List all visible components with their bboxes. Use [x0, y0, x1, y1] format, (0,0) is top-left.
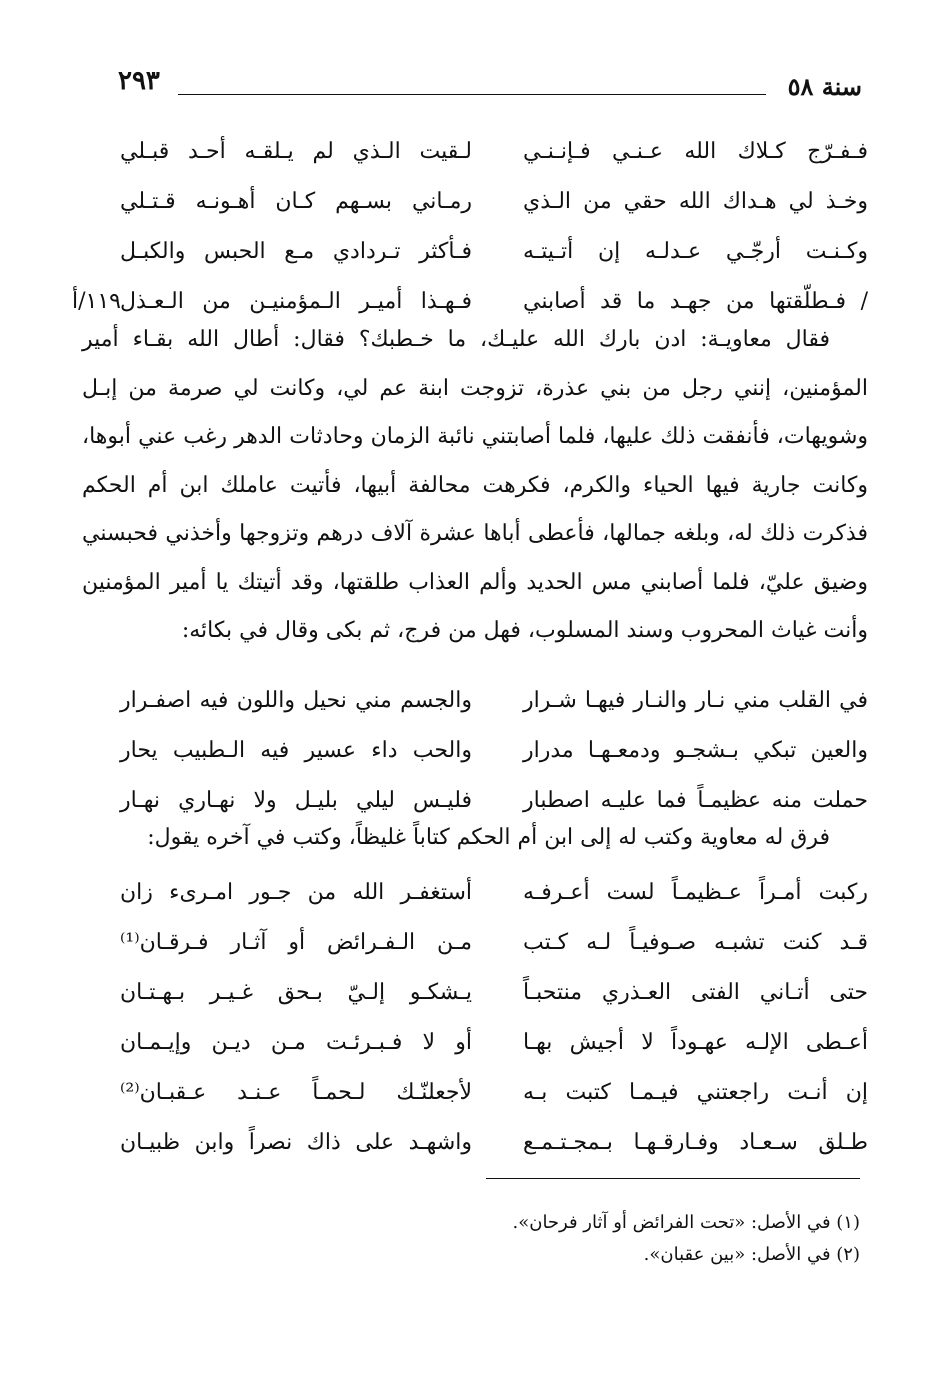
- verse-line: [118, 726, 868, 776]
- manuscript-folio-marker: ١١٩/أ: [72, 289, 121, 314]
- verse-hemistich-left: يـشكـو إلـيّ بـحق غـيـر بـهـتـان: [120, 980, 472, 1005]
- verse-hemistich-right: وكـنـت أرجّـي عـدلـه إن أتـيتـه: [523, 239, 868, 264]
- verse-line: [118, 177, 868, 227]
- verse-line: [118, 918, 868, 968]
- page-number: ٢٩٣: [118, 66, 160, 96]
- verse-line: [118, 1118, 868, 1168]
- running-header-year: سنة ٥٨: [787, 72, 862, 101]
- verse-hemistich-left: فـأكثر تـردادي مـع الحبس والكبـل: [120, 239, 472, 264]
- verse-hemistich-right: / فـطلّقتها من جهـد ما قد أصابني: [523, 289, 868, 314]
- verse-hemistich-left: فليـس ليلي بليـل ولا نهـاري نهـار: [120, 788, 472, 813]
- footnote-1: (١) في الأصل: «تحت الفرائض أو آثار فرحان».: [512, 1212, 860, 1233]
- verse-hemistich-left: واشهـد على ذاك نصراً وابن ظبيـان: [120, 1130, 472, 1155]
- verse-hemistich-right: قـد كنت تشبـه صـوفيـاً لـه كـتب: [523, 930, 868, 955]
- verse-hemistich-right: ركبت أمـراً عـظيمـاً لست أعـرفـه: [523, 880, 868, 905]
- verse-line: [118, 968, 868, 1018]
- verse-hemistich-right: حتى أتـاني الفتى العـذري منتحبـاً: [523, 980, 868, 1005]
- narrative-text: فقال معاويـة: ادن بارك الله عليـك، ما خـطبك؟ فقال: أطال الله بقـاء أمير المؤمنين، إنني رجل من بني عذرة، تزوجت ابنة عم لي، وكانت لي صرمة من إبـل وشويهات، فأنفقت ذلك عليها، فلما أصابتني نائبة الزمان وحادثات الدهر رغب عني أبوها، وكانت جارية فيها الحياء والكرم، فكرهت محالفة أبيها، فأتيت عاملك ابن أم الحكم فذكرت ذلك له، وبلغه جمالها، فأعطى أباها عشرة آلاف درهم وتزوجها وأخذني فحبسني وضيق عليّ، فلما أصابني مس الحديد وألم العذاب طلقتها، وقد أتيتك يا أمير المؤمنين وأنت غياث المحروب وسند المسلوب، فهل من فرج، ثم بكى وقال في بكائه:: [82, 327, 868, 643]
- verse-hemistich-left: والجسم مني نحيل واللون فيه اصفـرار: [120, 688, 472, 713]
- verse-line: [118, 1068, 868, 1118]
- footnote-2: (٢) في الأصل: «بين عقبان».: [643, 1244, 860, 1265]
- verse-line: [118, 676, 868, 726]
- header-rule: [178, 94, 766, 95]
- verse-hemistich-left: أستغفـر الله من جـور امـرىء زان: [120, 880, 472, 905]
- narrative-line: فرق له معاوية وكتب له إلى ابن أم الحكم كتاباً غليظاً، وكتب في آخره يقول:: [147, 825, 830, 850]
- verse-hemistich-right: وخـذ لي هـداك الله حقي من الـذي: [523, 189, 868, 214]
- verse-hemistich-right: حملت منه عظيمـاً فما عليـه اصطبار: [523, 788, 868, 813]
- poem-2: [118, 676, 868, 826]
- verse-hemistich-left: رمـاني بسـهم كـان أهـونـه قـتـلي: [120, 189, 472, 214]
- verse-hemistich-right: فـفـرّج كـلاك الله عـنـي فـإنـنـي: [523, 139, 868, 164]
- verse-hemistich-left: والحب داء عسير فيه الـطبيب يحار: [120, 738, 472, 763]
- poem-1: [72, 127, 868, 327]
- footnote-rule: [486, 1178, 860, 1179]
- verse-hemistich-left: أو لا فـبـرئـت مـن ديـن وإيـمـان: [120, 1030, 472, 1055]
- verse-line: [118, 227, 868, 277]
- prose-paragraph: [82, 316, 868, 656]
- poem-3: [118, 868, 868, 1168]
- verse-hemistich-right: إن أنـت راجعتني فيـمـا كتبت بـه: [523, 1080, 868, 1105]
- verse-line: [118, 127, 868, 177]
- verse-hemistich-left: لـقيت الـذي لم يـلقـه أحـد قبـلي: [120, 139, 472, 164]
- verse-line: [118, 1018, 868, 1068]
- verse-hemistich-right: طـلق سـعـاد وفـارقـهـا بـمجـتـمـع: [523, 1130, 868, 1155]
- verse-hemistich-right: والعين تبكي بـشجـو ودمعـهـا مدرار: [523, 738, 868, 763]
- verse-hemistich-right: في القلب مني نـار والنـار فيهـا شـرار: [523, 688, 868, 713]
- verse-hemistich-right: أعـطى الإلـه عهـوداً لا أجيش بهـا: [523, 1030, 868, 1055]
- verse-line: [118, 868, 868, 918]
- verse-hemistich-left: لأجعلنّـك لـحمـاً عـنـد عـقبـان⁽²⁾: [120, 1080, 472, 1105]
- verse-hemistich-left: فـهـذا أميـر الـمؤمنيـن من الـعـذل: [120, 289, 472, 314]
- verse-hemistich-left: مـن الـفـرائض أو آثـار فـرقـان⁽¹⁾: [120, 930, 472, 955]
